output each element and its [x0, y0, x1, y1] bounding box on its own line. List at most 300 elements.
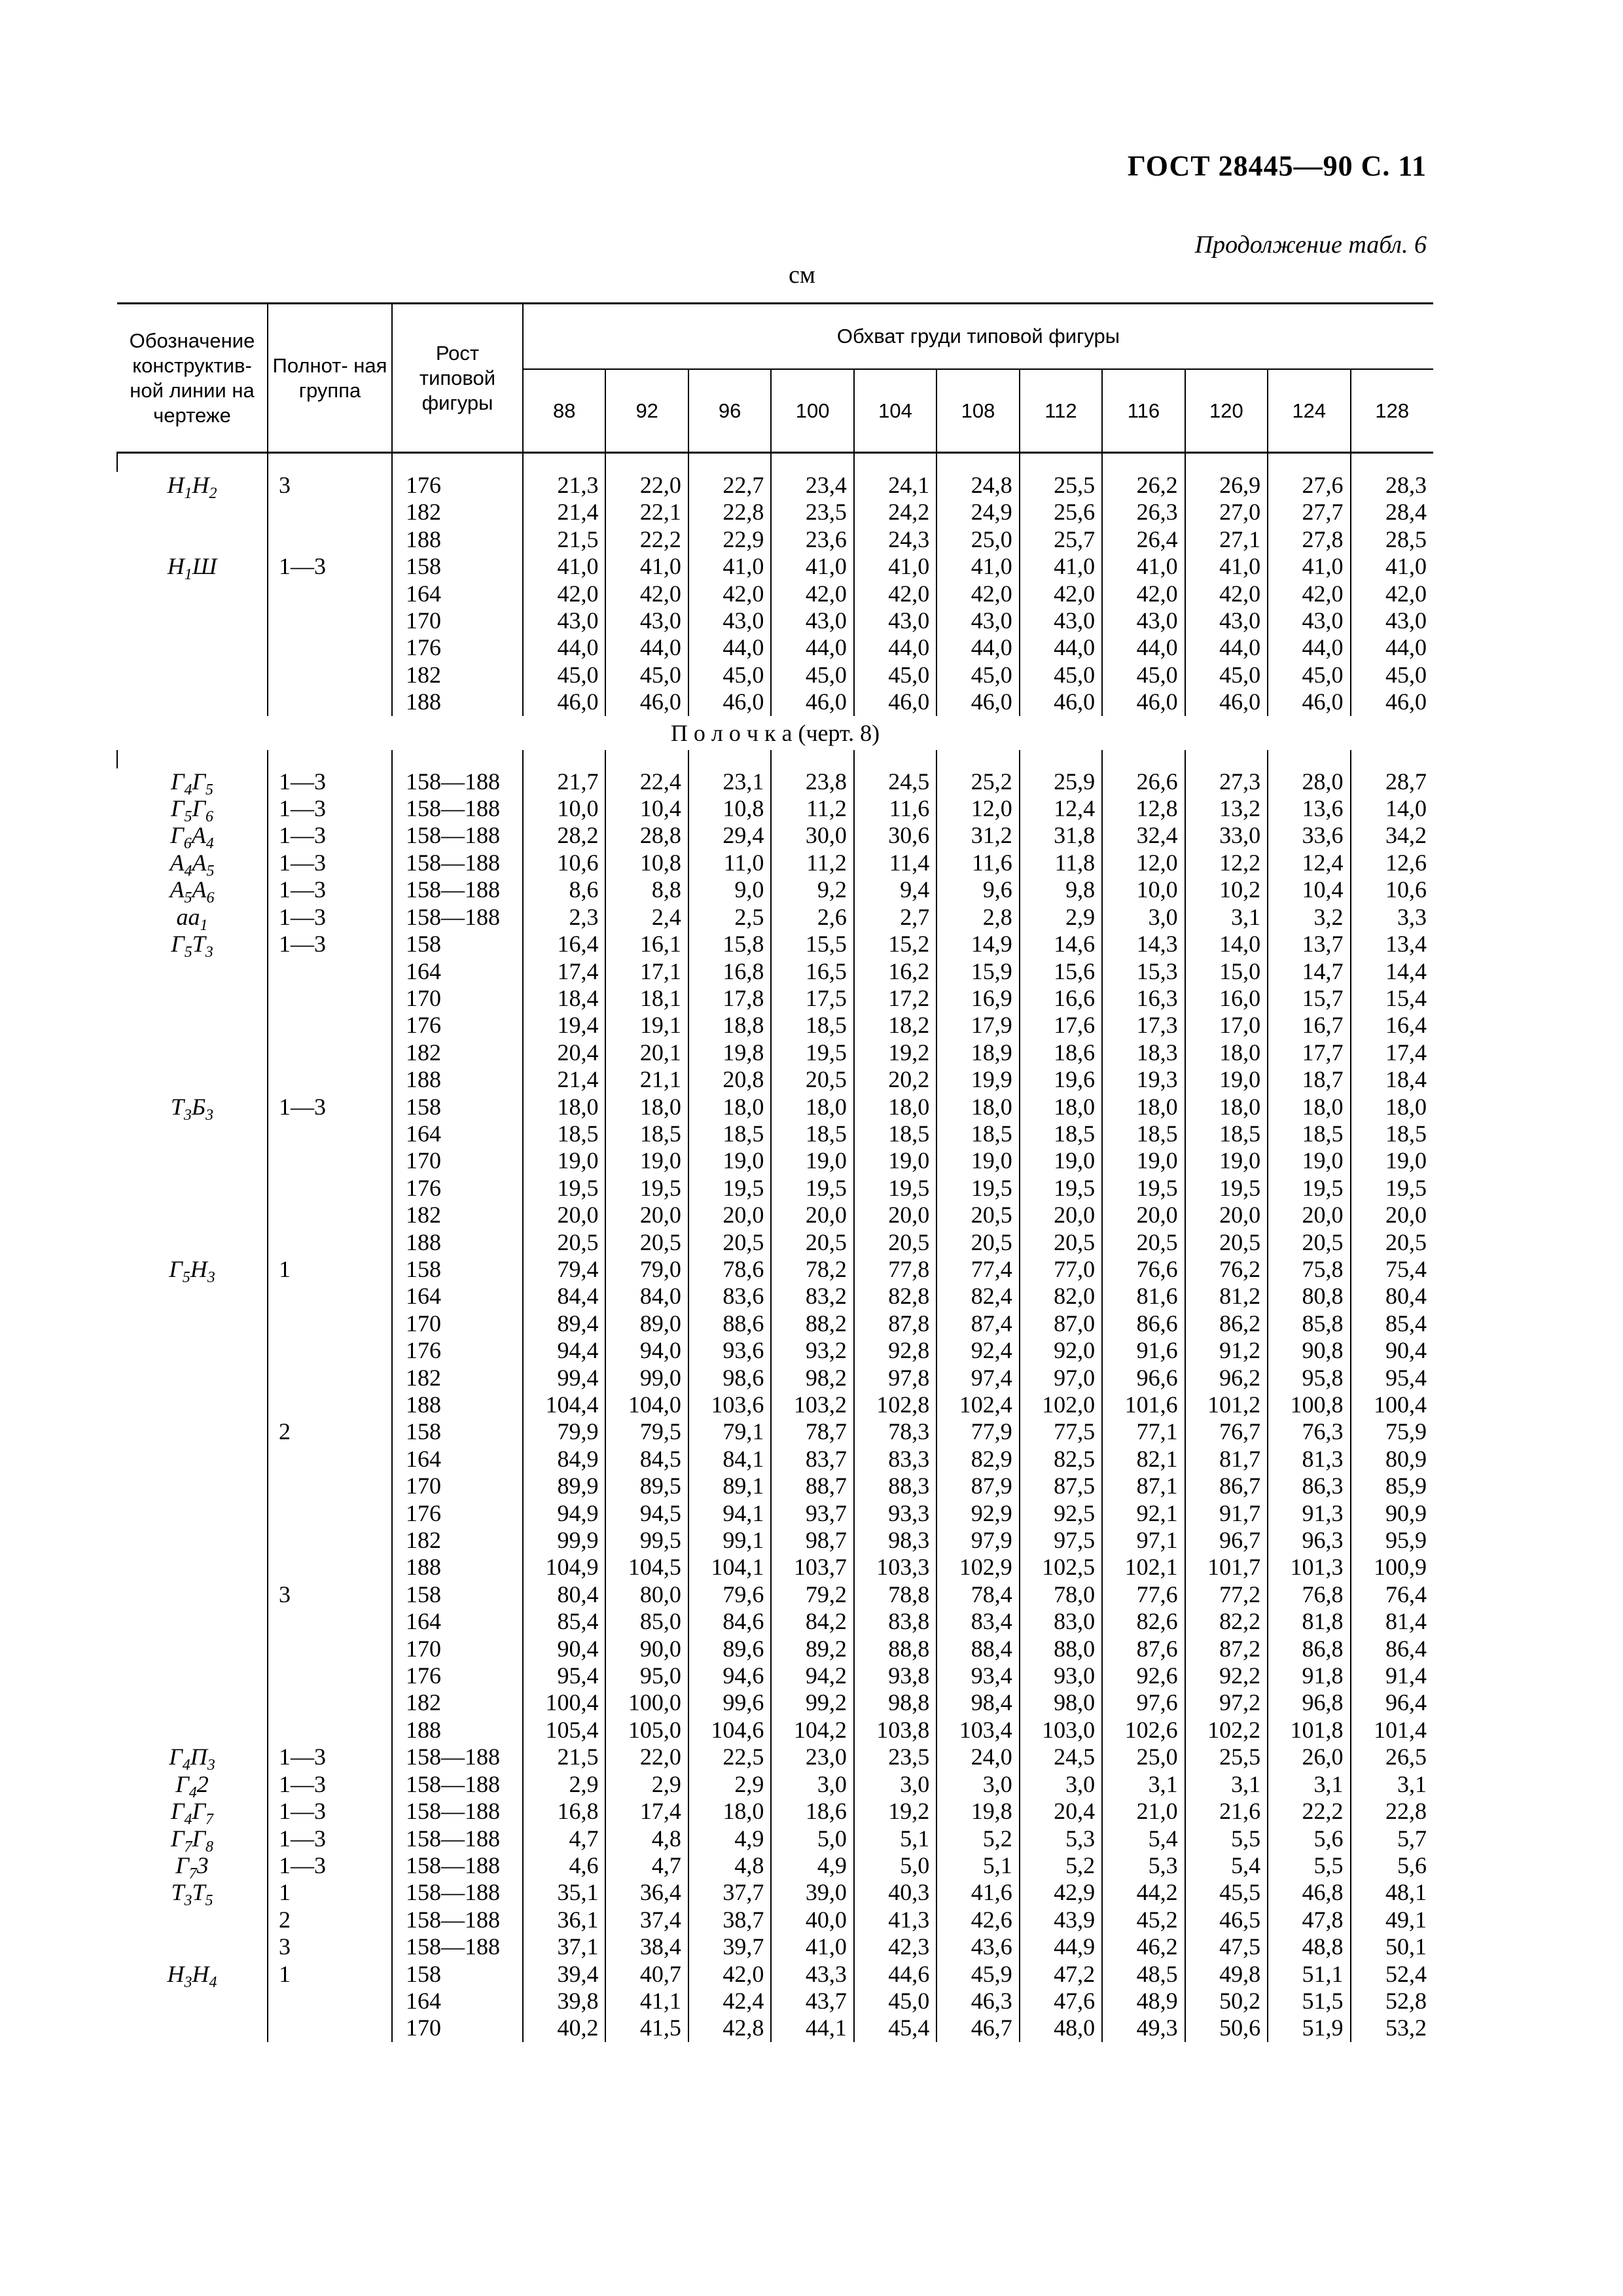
line-point-a: А [169, 849, 185, 876]
value-cell: 78,6 [688, 1256, 771, 1283]
table-row [117, 526, 1433, 553]
value-cell: 41,0 [854, 553, 936, 580]
value-cell: 27,1 [1185, 526, 1268, 553]
value-cell: 4,9 [688, 1825, 771, 1852]
value-cell: 99,2 [771, 1689, 853, 1716]
figure-height: 170 [392, 1310, 523, 1337]
table-row [117, 795, 1433, 822]
line-designation [117, 1798, 268, 1825]
spacer-row [117, 453, 1433, 473]
value-cell: 51,1 [1268, 1961, 1350, 1988]
value-cell: 86,3 [1268, 1473, 1350, 1499]
value-cell: 4,7 [523, 1825, 605, 1852]
value-cell: 77,4 [936, 1256, 1019, 1283]
value-cell: 20,5 [936, 1202, 1019, 1229]
value-cell: 46,2 [1102, 1933, 1185, 1960]
value-cell: 37,7 [688, 1879, 771, 1906]
value-cell: 10,0 [1102, 876, 1185, 903]
line-designation [117, 1825, 268, 1852]
line-point-a: Г [171, 1825, 185, 1852]
fullness-group: 1—3 [268, 822, 392, 849]
value-cell: 20,5 [688, 1229, 771, 1256]
fullness-group [268, 1662, 392, 1689]
value-cell: 5,3 [1020, 1825, 1102, 1852]
value-cell: 94,0 [605, 1337, 688, 1364]
value-cell: 47,8 [1268, 1907, 1350, 1933]
value-cell: 102,5 [1020, 1554, 1102, 1581]
value-cell: 18,0 [1020, 1094, 1102, 1121]
value-cell: 102,1 [1102, 1554, 1185, 1581]
value-cell: 22,8 [1351, 1798, 1433, 1825]
line-designation [117, 1121, 268, 1147]
value-cell: 19,0 [1185, 1066, 1268, 1093]
table-row [117, 662, 1433, 689]
table-row [117, 1825, 1433, 1852]
figure-height: 170 [392, 1147, 523, 1174]
spacer-cell [1185, 453, 1268, 473]
chest-size-header: 96 [688, 369, 771, 453]
fullness-group [268, 1391, 392, 1418]
figure-height: 188 [392, 1717, 523, 1744]
value-cell: 18,0 [854, 1094, 936, 1121]
table-row [117, 1662, 1433, 1689]
value-cell: 41,0 [1185, 553, 1268, 580]
value-cell: 82,0 [1020, 1283, 1102, 1310]
value-cell: 15,4 [1351, 985, 1433, 1012]
value-cell: 45,9 [936, 1961, 1019, 1988]
value-cell: 26,4 [1102, 526, 1185, 553]
value-cell: 42,0 [688, 1961, 771, 1988]
value-cell: 43,0 [1020, 607, 1102, 634]
value-cell: 43,0 [1102, 607, 1185, 634]
value-cell: 37,1 [523, 1933, 605, 1960]
value-cell: 17,1 [605, 958, 688, 985]
figure-height: 164 [392, 1446, 523, 1473]
value-cell: 3,1 [1102, 1771, 1185, 1798]
value-cell: 12,2 [1185, 850, 1268, 876]
table-row [117, 1310, 1433, 1337]
value-cell: 3,1 [1185, 1771, 1268, 1798]
value-cell: 87,8 [854, 1310, 936, 1337]
line-point-b: Г [192, 768, 205, 795]
line-point-a-index: 6 [183, 835, 192, 850]
value-cell: 5,0 [854, 1852, 936, 1879]
table-row [117, 553, 1433, 580]
value-cell: 30,6 [854, 822, 936, 849]
value-cell: 16,7 [1268, 1012, 1350, 1039]
value-cell: 41,3 [854, 1907, 936, 1933]
value-cell: 26,0 [1268, 1744, 1350, 1770]
value-cell: 23,6 [771, 526, 853, 553]
figure-height: 158 [392, 1256, 523, 1283]
value-cell: 80,0 [605, 1581, 688, 1608]
value-cell: 99,4 [523, 1365, 605, 1391]
value-cell: 86,8 [1268, 1636, 1350, 1662]
line-designation [117, 553, 268, 580]
value-cell: 88,3 [854, 1473, 936, 1499]
value-cell: 45,2 [1102, 1907, 1185, 1933]
value-cell: 5,1 [854, 1825, 936, 1852]
value-cell: 98,4 [936, 1689, 1019, 1716]
value-cell: 44,0 [523, 634, 605, 661]
value-cell: 90,4 [523, 1636, 605, 1662]
value-cell: 14,4 [1351, 958, 1433, 985]
value-cell: 78,4 [936, 1581, 1019, 1608]
value-cell: 98,7 [771, 1527, 853, 1554]
value-cell: 101,8 [1268, 1717, 1350, 1744]
value-cell: 103,3 [854, 1554, 936, 1581]
chest-size-header: 112 [1020, 369, 1102, 453]
figure-height: 182 [392, 499, 523, 526]
value-cell: 50,1 [1351, 1933, 1433, 1960]
value-cell: 18,5 [771, 1012, 853, 1039]
fullness-group [268, 1527, 392, 1554]
value-cell: 46,0 [1102, 689, 1185, 715]
value-cell: 23,5 [771, 499, 853, 526]
value-cell: 90,9 [1351, 1500, 1433, 1527]
fullness-group: 1—3 [268, 1798, 392, 1825]
value-cell: 93,8 [854, 1662, 936, 1689]
value-cell: 22,2 [1268, 1798, 1350, 1825]
value-cell: 22,4 [605, 768, 688, 795]
value-cell: 97,5 [1020, 1527, 1102, 1554]
spacer-cell [1102, 453, 1185, 473]
value-cell: 81,4 [1351, 1608, 1433, 1635]
value-cell: 2,8 [936, 904, 1019, 931]
fullness-group: 2 [268, 1418, 392, 1445]
value-cell: 28,0 [1268, 768, 1350, 795]
value-cell: 40,0 [771, 1907, 853, 1933]
value-cell: 84,1 [688, 1446, 771, 1473]
value-cell: 4,8 [605, 1825, 688, 1852]
value-cell: 16,3 [1102, 985, 1185, 1012]
value-cell: 41,0 [523, 553, 605, 580]
value-cell: 16,2 [854, 958, 936, 985]
value-cell: 42,0 [854, 581, 936, 607]
line-designation [117, 768, 268, 795]
value-cell: 79,0 [605, 1256, 688, 1283]
line-point-a-index: 7 [188, 1865, 197, 1880]
value-cell: 82,9 [936, 1446, 1019, 1473]
value-cell: 2,9 [605, 1771, 688, 1798]
fullness-group [268, 607, 392, 634]
line-point-a: Т [171, 1879, 185, 1906]
line-point-b-index: 3 [207, 1268, 215, 1283]
value-cell: 94,6 [688, 1662, 771, 1689]
value-cell: 88,6 [688, 1310, 771, 1337]
spacer-cell [771, 750, 853, 768]
line-point-a-index: 5 [182, 1268, 190, 1283]
value-cell: 41,0 [771, 553, 853, 580]
fullness-group: 1—3 [268, 931, 392, 958]
spacer-cell [117, 453, 268, 473]
value-cell: 19,0 [605, 1147, 688, 1174]
fullness-group: 1—3 [268, 1852, 392, 1879]
fullness-group [268, 1039, 392, 1066]
value-cell: 23,0 [771, 1744, 853, 1770]
value-cell: 17,4 [523, 958, 605, 985]
value-cell: 85,4 [523, 1608, 605, 1635]
table-row [117, 1879, 1433, 1906]
line-designation [117, 1039, 268, 1066]
figure-height: 158 [392, 1418, 523, 1445]
value-cell: 42,0 [1102, 581, 1185, 607]
line-designation [117, 985, 268, 1012]
value-cell: 20,4 [523, 1039, 605, 1066]
value-cell: 96,6 [1102, 1365, 1185, 1391]
value-cell: 98,0 [1020, 1689, 1102, 1716]
value-cell: 5,5 [1268, 1852, 1350, 1879]
value-cell: 17,3 [1102, 1012, 1185, 1039]
measurement-table [116, 302, 1433, 2042]
value-cell: 20,0 [1185, 1202, 1268, 1229]
value-cell: 76,2 [1185, 1256, 1268, 1283]
value-cell: 15,7 [1268, 985, 1350, 1012]
value-cell: 19,8 [936, 1798, 1019, 1825]
value-cell: 52,8 [1351, 1988, 1433, 2015]
figure-height: 158—188 [392, 1771, 523, 1798]
fullness-group [268, 1175, 392, 1202]
value-cell: 95,4 [1351, 1365, 1433, 1391]
value-cell: 25,7 [1020, 526, 1102, 553]
value-cell: 92,6 [1102, 1662, 1185, 1689]
line-point-b: Г [192, 795, 205, 822]
value-cell: 20,5 [854, 1229, 936, 1256]
fullness-group: 1—3 [268, 1744, 392, 1770]
value-cell: 43,0 [1185, 607, 1268, 634]
line-point-b: a [188, 903, 200, 930]
value-cell: 25,6 [1020, 499, 1102, 526]
value-cell: 45,0 [523, 662, 605, 689]
value-cell: 32,4 [1102, 822, 1185, 849]
figure-height: 176 [392, 1012, 523, 1039]
value-cell: 14,0 [1185, 931, 1268, 958]
value-cell: 82,4 [936, 1283, 1019, 1310]
value-cell: 21,0 [1102, 1798, 1185, 1825]
value-cell: 18,0 [523, 1094, 605, 1121]
table-row [117, 2015, 1433, 2041]
line-designation [117, 1256, 268, 1283]
value-cell: 25,0 [1102, 1744, 1185, 1770]
value-cell: 82,2 [1185, 1608, 1268, 1635]
value-cell: 22,0 [605, 472, 688, 499]
value-cell: 102,6 [1102, 1717, 1185, 1744]
value-cell: 11,8 [1020, 850, 1102, 876]
line-point-a: Г [171, 931, 185, 958]
value-cell: 76,6 [1102, 1256, 1185, 1283]
spacer-cell [268, 453, 392, 473]
value-cell: 77,5 [1020, 1418, 1102, 1445]
value-cell: 80,4 [523, 1581, 605, 1608]
value-cell: 20,5 [771, 1066, 853, 1093]
value-cell: 21,4 [523, 499, 605, 526]
line-designation [117, 2015, 268, 2041]
value-cell: 91,7 [1185, 1500, 1268, 1527]
value-cell: 103,6 [688, 1391, 771, 1418]
value-cell: 16,0 [1185, 985, 1268, 1012]
table-row [117, 1066, 1433, 1093]
value-cell: 19,0 [1102, 1147, 1185, 1174]
value-cell: 19,0 [523, 1147, 605, 1174]
line-point-b: П [190, 1744, 207, 1770]
value-cell: 89,1 [688, 1473, 771, 1499]
value-cell: 44,2 [1102, 1879, 1185, 1906]
page-header: ГОСТ 28445—90 С. 11 [1127, 150, 1427, 182]
value-cell: 19,5 [688, 1175, 771, 1202]
value-cell: 18,5 [771, 1121, 853, 1147]
value-cell: 46,0 [1185, 689, 1268, 715]
line-point-a-index: 1 [184, 485, 192, 499]
figure-height: 158—188 [392, 768, 523, 795]
value-cell: 23,4 [771, 472, 853, 499]
value-cell: 20,0 [1020, 1202, 1102, 1229]
figure-height: 158 [392, 1094, 523, 1121]
value-cell: 20,0 [771, 1202, 853, 1229]
value-cell: 5,0 [771, 1825, 853, 1852]
value-cell: 42,0 [1185, 581, 1268, 607]
value-cell: 13,6 [1268, 795, 1350, 822]
figure-height: 158 [392, 931, 523, 958]
figure-height: 158 [392, 1581, 523, 1608]
value-cell: 5,6 [1351, 1852, 1433, 1879]
value-cell: 96,7 [1185, 1527, 1268, 1554]
value-cell: 98,6 [688, 1365, 771, 1391]
line-point-b: Т [192, 931, 205, 958]
line-point-a: Г [171, 1798, 185, 1825]
table-row [117, 1012, 1433, 1039]
line-point-b-index: 1 [200, 916, 208, 931]
value-cell: 19,0 [688, 1147, 771, 1174]
fullness-group [268, 1147, 392, 1174]
value-cell: 97,0 [1020, 1365, 1102, 1391]
value-cell: 22,5 [688, 1744, 771, 1770]
value-cell: 93,3 [854, 1500, 936, 1527]
value-cell: 15,8 [688, 931, 771, 958]
value-cell: 26,6 [1102, 768, 1185, 795]
value-cell: 45,0 [1020, 662, 1102, 689]
value-cell: 44,0 [854, 634, 936, 661]
value-cell: 86,4 [1351, 1636, 1433, 1662]
value-cell: 42,0 [523, 581, 605, 607]
value-cell: 11,2 [771, 850, 853, 876]
value-cell: 89,9 [523, 1473, 605, 1499]
value-cell: 46,5 [1185, 1907, 1268, 1933]
value-cell: 2,9 [688, 1771, 771, 1798]
value-cell: 20,5 [1020, 1229, 1102, 1256]
value-cell: 5,6 [1268, 1825, 1350, 1852]
spacer-cell [771, 453, 853, 473]
value-cell: 82,6 [1102, 1608, 1185, 1635]
value-cell: 103,2 [771, 1391, 853, 1418]
table-row [117, 1473, 1433, 1499]
value-cell: 43,0 [771, 607, 853, 634]
value-cell: 5,2 [936, 1825, 1019, 1852]
line-point-b-index: 5 [205, 781, 213, 796]
value-cell: 20,0 [1268, 1202, 1350, 1229]
table-row [117, 1554, 1433, 1581]
value-cell: 97,2 [1185, 1689, 1268, 1716]
value-cell: 44,0 [1020, 634, 1102, 661]
value-cell: 44,0 [688, 634, 771, 661]
value-cell: 75,9 [1351, 1418, 1433, 1445]
value-cell: 42,0 [605, 581, 688, 607]
table-row [117, 581, 1433, 607]
value-cell: 19,8 [688, 1039, 771, 1066]
line-point-b-index: 2 [209, 485, 217, 499]
line-point-b: Н [192, 1960, 209, 1987]
figure-height: 158 [392, 553, 523, 580]
value-cell: 33,6 [1268, 822, 1350, 849]
value-cell: 42,8 [688, 2015, 771, 2041]
value-cell: 92,0 [1020, 1337, 1102, 1364]
value-cell: 17,6 [1020, 1012, 1102, 1039]
value-cell: 21,6 [1185, 1798, 1268, 1825]
table-row [117, 1500, 1433, 1527]
figure-height: 158—188 [392, 1907, 523, 1933]
line-point-a-index: 4 [184, 781, 192, 796]
value-cell: 42,4 [688, 1988, 771, 2015]
line-designation [117, 1717, 268, 1744]
value-cell: 30,0 [771, 822, 853, 849]
value-cell: 15,0 [1185, 958, 1268, 985]
value-cell: 87,4 [936, 1310, 1019, 1337]
value-cell: 19,5 [1268, 1175, 1350, 1202]
line-designation [117, 1988, 268, 2015]
value-cell: 18,3 [1102, 1039, 1185, 1066]
line-point-b-index: 4 [209, 1973, 217, 1988]
figure-height: 170 [392, 985, 523, 1012]
value-cell: 5,3 [1102, 1852, 1185, 1879]
value-cell: 76,8 [1268, 1581, 1350, 1608]
value-cell: 94,1 [688, 1500, 771, 1527]
value-cell: 81,2 [1185, 1283, 1268, 1310]
figure-height: 158—188 [392, 850, 523, 876]
line-designation [117, 1473, 268, 1499]
fullness-group [268, 1446, 392, 1473]
line-point-a-index: 3 [183, 1106, 192, 1121]
table-row [117, 1717, 1433, 1744]
value-cell: 24,3 [854, 526, 936, 553]
value-cell: 46,0 [1351, 689, 1433, 715]
fullness-group [268, 1608, 392, 1635]
value-cell: 20,5 [1351, 1229, 1433, 1256]
line-point-b: Г [192, 1798, 205, 1825]
value-cell: 20,1 [605, 1039, 688, 1066]
value-cell: 19,2 [854, 1798, 936, 1825]
value-cell: 99,0 [605, 1365, 688, 1391]
spacer-cell [1268, 750, 1350, 768]
value-cell: 97,4 [936, 1365, 1019, 1391]
table-row [117, 472, 1433, 499]
spacer-cell [268, 750, 392, 768]
value-cell: 5,4 [1102, 1825, 1185, 1852]
value-cell: 14,3 [1102, 931, 1185, 958]
value-cell: 78,7 [771, 1418, 853, 1445]
figure-height: 170 [392, 607, 523, 634]
value-cell: 88,4 [936, 1636, 1019, 1662]
value-cell: 21,1 [605, 1066, 688, 1093]
value-cell: 88,2 [771, 1310, 853, 1337]
value-cell: 41,0 [605, 553, 688, 580]
fullness-group [268, 985, 392, 1012]
value-cell: 13,2 [1185, 795, 1268, 822]
figure-height: 182 [392, 1202, 523, 1229]
value-cell: 19,0 [854, 1147, 936, 1174]
value-cell: 2,9 [523, 1771, 605, 1798]
value-cell: 10,8 [688, 795, 771, 822]
value-cell: 22,7 [688, 472, 771, 499]
fullness-group: 1 [268, 1961, 392, 1988]
